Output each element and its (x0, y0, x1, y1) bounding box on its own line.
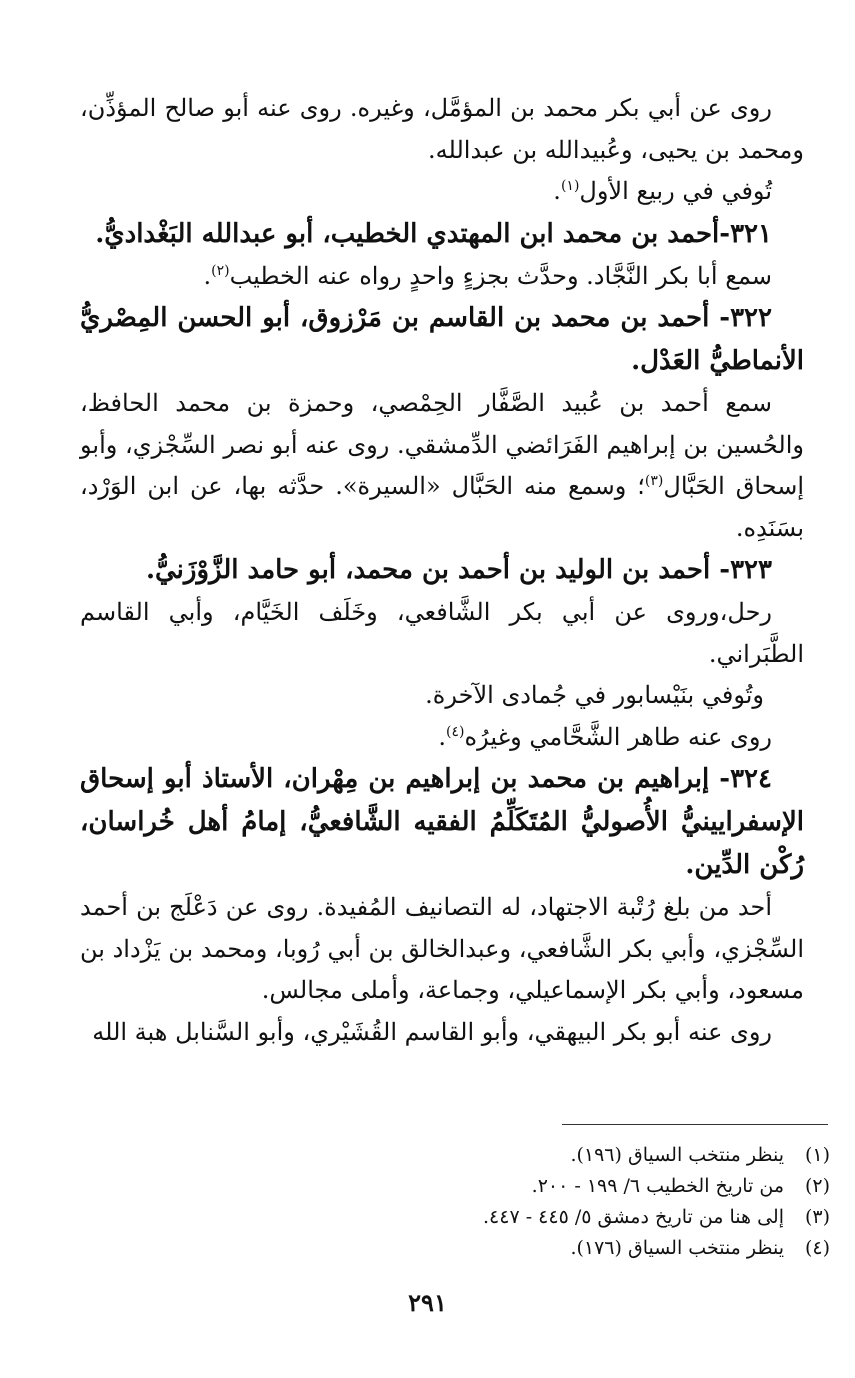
entry-heading-321 (80, 213, 804, 256)
paragraph-text: ؛ وسمع منه الحَبَّال «السيرة». حدَّثه بها، عن ابن الوَرْد، بسَنَدِه. (80, 472, 804, 542)
entry-heading-323 (80, 549, 804, 592)
paragraph-text: سمع أبا بكر النَّجَّاد. وحدَّث بجزءٍ واحدٍ رواه عنه الخطيب (229, 261, 772, 290)
footnote-ref[interactable]: (٣) (644, 473, 664, 489)
paragraph-death (80, 171, 804, 213)
entry-heading-322 (80, 297, 804, 383)
paragraph-324-narrators (80, 1012, 804, 1054)
entry-number: ٣٢١- (719, 218, 772, 249)
paragraph-text: رحل،وروى عن أبي بكر الشَّافعي، وخَلَف الخَيَّام، وأبي القاسم الطَّبَراني. (80, 598, 804, 668)
entry-title: أحمد بن محمد ابن المهتدي الخطيب، أبو عبدالله البَغْداديُّ. (95, 218, 720, 249)
footnote-marker: (١) (804, 1144, 830, 1166)
footnote-marker: (٢) (804, 1175, 830, 1197)
paragraph-321 (80, 256, 804, 298)
footnote-divider (562, 1124, 828, 1125)
entry-heading-324 (80, 758, 804, 887)
paragraph-end: . (553, 177, 561, 205)
paragraph-323-narrators (80, 717, 804, 759)
main-text (80, 88, 804, 1053)
entry-number: ٣٢٣- (719, 555, 772, 585)
paragraph-narrators (80, 88, 804, 171)
footnotes (300, 1140, 830, 1264)
paragraph-324 (80, 887, 804, 1012)
paragraph-text: تُوفي في ربيع الأول (579, 177, 772, 205)
paragraph-323 (80, 592, 804, 675)
paragraph-323-death (80, 675, 804, 717)
entry-number: ٣٢٤- (719, 764, 772, 794)
footnote-marker: (٣) (804, 1206, 830, 1228)
paragraph-end: . (438, 722, 447, 751)
footnote-item (300, 1140, 830, 1171)
footnote-ref[interactable]: (٢) (211, 262, 230, 279)
footnote-item (300, 1233, 830, 1264)
footnote-ref[interactable]: (١) (560, 178, 580, 194)
entry-number: ٣٢٢- (719, 303, 772, 333)
footnote-item (300, 1202, 830, 1233)
footnote-ref[interactable]: (٤) (446, 723, 465, 740)
entry-title: إبراهيم بن محمد بن إبراهيم بن مِهْران، الأستاذ أبو إسحاق الإسفرايينيُّ الأُصوليُّ المُتَكَلِّمُ الفقيه الشَّافعيُّ، إمامُ أهل خُراسان، رُكْن الدِّين. (80, 764, 804, 880)
entry-title: أحمد بن محمد بن القاسم بن مَرْزوق، أبو الحسن المِصْريُّ الأنماطيُّ العَدْل. (80, 303, 804, 376)
footnote-text: ينظر منتخب السياق (١٩٦). (570, 1144, 784, 1166)
paragraph-text: روى عن أبي بكر محمد بن المؤمَّل، وغيره. روى عنه أبو صالح المؤذِّن، ومحمد بن يحيى، وعُبيدالله بن عبدالله. (80, 94, 804, 164)
footnote-text: ينظر منتخب السياق (١٧٦). (570, 1237, 784, 1259)
paragraph-text: روى عنه طاهر الشَّحَّامي وغيرُه (464, 722, 772, 751)
paragraph-text: سمع أحمد بن عُبيد الصَّفَّار الحِمْصي، وحمزة بن محمد الحافظ، والحُسين بن إبراهيم الفَرَائضي الدِّمشقي. روى عنه أبو نصر السِّجْزي، وأبو إسحاق الحَبَّال (80, 389, 805, 500)
footnote-text: من تاريخ الخطيب ٦/ ١٩٩ - ٢٠٠. (531, 1175, 784, 1197)
footnote-item (300, 1171, 830, 1202)
entry-title: أحمد بن الوليد بن أحمد بن محمد، أبو حامد الزَّوْزَنيُّ. (145, 555, 711, 585)
paragraph-text: أحد من بلغ رُتْبة الاجتهاد، له التصانيف المُفيدة. روى عن دَعْلَج بن أحمد السِّجْزي، وأبي بكر الشَّافعي، وعبدالخالق بن أبي رُوبا، ومحمد بن يَزْداد بن مسعود، وأبي بكر الإسماعيلي، وجماعة، وأملى مجالس. (80, 893, 804, 1004)
footnote-marker: (٤) (804, 1237, 830, 1259)
paragraph-end: . (203, 261, 212, 290)
paragraph-text: روى عنه أبو بكر البيهقي، وأبو القاسم القُشَيْري، وأبو السَّنابل هبة الله (92, 1017, 772, 1046)
footnote-text: إلى هنا من تاريخ دمشق ٥/ ٤٤٥ - ٤٤٧. (483, 1206, 784, 1228)
page-number: ٢٩١ (408, 1288, 447, 1317)
paragraph-322 (80, 383, 804, 549)
paragraph-text: وتُوفي بنَيْسابور في جُمادى الآخرة. (425, 681, 764, 709)
